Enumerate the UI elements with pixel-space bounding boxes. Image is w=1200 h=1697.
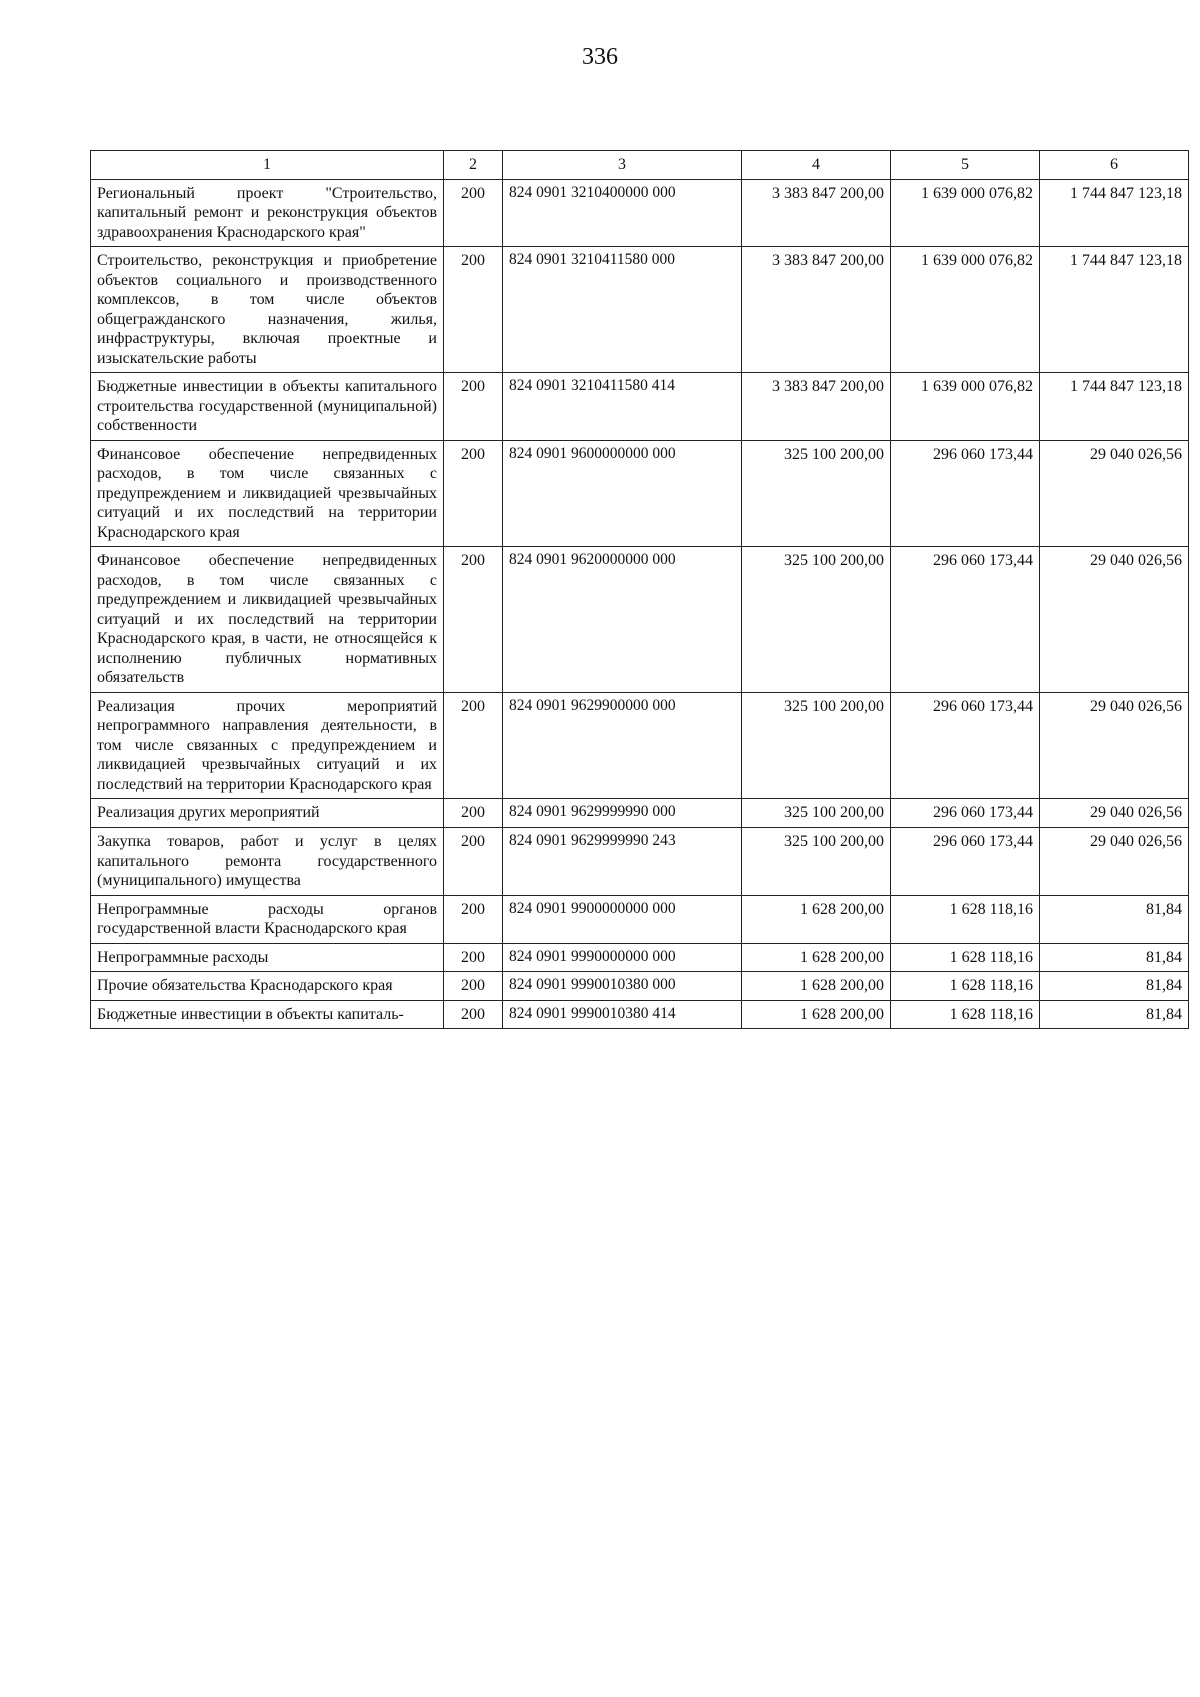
amount-cell: 29 040 026,56 <box>1040 827 1189 895</box>
item-name-cell: Региональный проект "Строительство, капитальный ремонт и реконструкция объектов здравоохранения Краснодарского края" <box>91 179 444 247</box>
code-cell: 200 <box>444 179 503 247</box>
item-name-cell: Бюджетные инвестиции в объекты капиталь- <box>91 1000 444 1029</box>
table-row <box>91 799 1189 828</box>
item-name-cell: Закупка товаров, работ и услуг в целях капитального ремонта государственного (муниципального) имущества <box>91 827 444 895</box>
item-name-cell: Непрограммные расходы <box>91 943 444 972</box>
table-row <box>91 373 1189 441</box>
column-header: 4 <box>742 151 891 180</box>
classification-code-cell: 824 0901 9990000000 000 <box>503 943 742 972</box>
classification-code-cell: 824 0901 9620000000 000 <box>503 547 742 693</box>
amount-cell: 1 628 200,00 <box>742 972 891 1001</box>
classification-code-cell: 824 0901 9629900000 000 <box>503 692 742 799</box>
table-header-row <box>91 151 1189 180</box>
amount-cell: 1 744 847 123,18 <box>1040 247 1189 373</box>
item-name-cell: Финансовое обеспечение непредвиденных расходов, в том числе связанных с предупреждением и ликвидацией чрезвычайных ситуаций и их последствий на территории Краснодарского края <box>91 440 444 547</box>
column-header: 6 <box>1040 151 1189 180</box>
table-row <box>91 1000 1189 1029</box>
item-name-cell: Бюджетные инвестиции в объекты капитального строительства государственной (муниципальной) собственности <box>91 373 444 441</box>
code-cell: 200 <box>444 972 503 1001</box>
table-row <box>91 547 1189 693</box>
item-name-cell: Реализация прочих мероприятий непрограммного направления деятельности, в том числе связанных с предупреждением и ликвидацией чрезвычайных ситуаций и их последствий на территории Краснодарского края <box>91 692 444 799</box>
amount-cell: 81,84 <box>1040 1000 1189 1029</box>
amount-cell: 325 100 200,00 <box>742 547 891 693</box>
code-cell: 200 <box>444 943 503 972</box>
amount-cell: 1 639 000 076,82 <box>891 373 1040 441</box>
amount-cell: 3 383 847 200,00 <box>742 247 891 373</box>
amount-cell: 296 060 173,44 <box>891 547 1040 693</box>
code-cell: 200 <box>444 1000 503 1029</box>
amount-cell: 1 744 847 123,18 <box>1040 373 1189 441</box>
amount-cell: 1 744 847 123,18 <box>1040 179 1189 247</box>
table-row <box>91 247 1189 373</box>
amount-cell: 296 060 173,44 <box>891 799 1040 828</box>
column-header: 2 <box>444 151 503 180</box>
amount-cell: 1 628 200,00 <box>742 1000 891 1029</box>
item-name-cell: Реализация других мероприятий <box>91 799 444 828</box>
classification-code-cell: 824 0901 9629999990 243 <box>503 827 742 895</box>
amount-cell: 325 100 200,00 <box>742 692 891 799</box>
table-body <box>91 179 1189 1029</box>
column-header: 3 <box>503 151 742 180</box>
code-cell: 200 <box>444 547 503 693</box>
amount-cell: 1 639 000 076,82 <box>891 179 1040 247</box>
classification-code-cell: 824 0901 9900000000 000 <box>503 895 742 943</box>
item-name-cell: Строительство, реконструкция и приобретение объектов социального и производственного комплексов, в том числе объектов общегражданского назначения, жилья, инфраструктуры, включая проектные и изыскательские работы <box>91 247 444 373</box>
code-cell: 200 <box>444 692 503 799</box>
amount-cell: 29 040 026,56 <box>1040 440 1189 547</box>
item-name-cell: Финансовое обеспечение непредвиденных расходов, в том числе связанных с предупреждением и ликвидацией чрезвычайных ситуаций и их последствий на территории Краснодарского края, в части, не относящейся к исполнению публичных нормативных обязательств <box>91 547 444 693</box>
amount-cell: 81,84 <box>1040 972 1189 1001</box>
amount-cell: 29 040 026,56 <box>1040 692 1189 799</box>
amount-cell: 1 628 200,00 <box>742 895 891 943</box>
column-header: 1 <box>91 151 444 180</box>
table-row <box>91 692 1189 799</box>
classification-code-cell: 824 0901 9990010380 414 <box>503 1000 742 1029</box>
code-cell: 200 <box>444 827 503 895</box>
amount-cell: 29 040 026,56 <box>1040 799 1189 828</box>
amount-cell: 81,84 <box>1040 895 1189 943</box>
amount-cell: 1 628 118,16 <box>891 895 1040 943</box>
amount-cell: 81,84 <box>1040 943 1189 972</box>
amount-cell: 1 628 118,16 <box>891 1000 1040 1029</box>
amount-cell: 1 628 200,00 <box>742 943 891 972</box>
classification-code-cell: 824 0901 3210411580 414 <box>503 373 742 441</box>
table-row <box>91 972 1189 1001</box>
item-name-cell: Непрограммные расходы органов государственной власти Краснодарского края <box>91 895 444 943</box>
table-row <box>91 827 1189 895</box>
amount-cell: 325 100 200,00 <box>742 827 891 895</box>
code-cell: 200 <box>444 799 503 828</box>
amount-cell: 296 060 173,44 <box>891 692 1040 799</box>
amount-cell: 1 628 118,16 <box>891 972 1040 1001</box>
code-cell: 200 <box>444 895 503 943</box>
table-row <box>91 895 1189 943</box>
code-cell: 200 <box>444 373 503 441</box>
amount-cell: 325 100 200,00 <box>742 799 891 828</box>
classification-code-cell: 824 0901 9629999990 000 <box>503 799 742 828</box>
table-row <box>91 179 1189 247</box>
classification-code-cell: 824 0901 9600000000 000 <box>503 440 742 547</box>
amount-cell: 3 383 847 200,00 <box>742 179 891 247</box>
code-cell: 200 <box>444 440 503 547</box>
budget-table <box>90 150 1189 1029</box>
item-name-cell: Прочие обязательства Краснодарского края <box>91 972 444 1001</box>
amount-cell: 296 060 173,44 <box>891 827 1040 895</box>
classification-code-cell: 824 0901 3210411580 000 <box>503 247 742 373</box>
column-header: 5 <box>891 151 1040 180</box>
amount-cell: 296 060 173,44 <box>891 440 1040 547</box>
amount-cell: 1 639 000 076,82 <box>891 247 1040 373</box>
amount-cell: 1 628 118,16 <box>891 943 1040 972</box>
classification-code-cell: 824 0901 9990010380 000 <box>503 972 742 1001</box>
table-row <box>91 440 1189 547</box>
code-cell: 200 <box>444 247 503 373</box>
amount-cell: 29 040 026,56 <box>1040 547 1189 693</box>
page-number: 336 <box>582 44 618 70</box>
amount-cell: 325 100 200,00 <box>742 440 891 547</box>
classification-code-cell: 824 0901 3210400000 000 <box>503 179 742 247</box>
amount-cell: 3 383 847 200,00 <box>742 373 891 441</box>
table-row <box>91 943 1189 972</box>
